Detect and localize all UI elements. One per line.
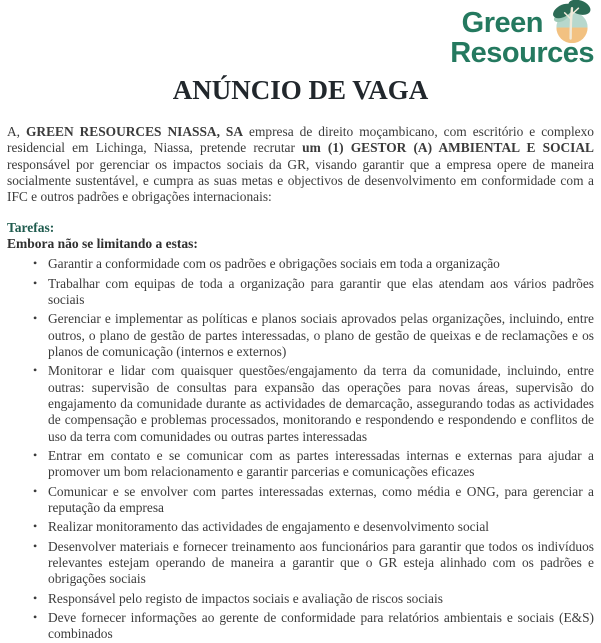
job-position: um (1) GESTOR (A) AMBIENTAL E SOCIAL bbox=[302, 140, 594, 156]
logo bbox=[7, 0, 594, 68]
task-item-8: • Desenvolver materiais e fornecer treinamento aos funcionários para garantir que todos os indivíduos relevantes estejam operando de maneira a garantir que o GR esteja alinhado com os padrões e obrigações sociais bbox=[48, 539, 594, 588]
task-item-10: • Deve fornecer informações ao gerente de conformidade para relatórios ambientais e sociais (E&S) combinados bbox=[48, 610, 594, 643]
intro-paragraph bbox=[7, 124, 594, 206]
logo-text-green: Green bbox=[461, 6, 543, 39]
task-item-3: • Gerenciar e implementar as políticas e planos sociais aprovados pelas organizações, incluindo, entre outros, o plano de gestão de partes interessadas, o plano de gestão de queixas e de reclamações e os planos de comunicação (internos e externos) bbox=[48, 311, 594, 360]
intro-text-1: A, bbox=[7, 123, 27, 139]
intro-text-3: responsável por gerenciar os impactos sociais da GR, visando garantir que a empresa opere de maneira socialmente sustentável, e cumpra as suas metas e objectivos de desenvolvimento em conformidade com a IFC e outros padrões e obrigações internacionais: bbox=[7, 156, 594, 205]
task-item-1: • Garantir a conformidade com os padrões e obrigações sociais em toda a organização bbox=[48, 256, 594, 272]
intro-text-2: empresa de direito moçambicano, com escritório e complexo residencial em Lichinga, Niassa, pretende recrutar bbox=[7, 123, 594, 156]
task-item-4: • Monitorar e lidar com quaisquer questões/engajamento da terra da comunidade, incluindo, entre outras: supervisão de consultas para expansão das operações para novas áreas, supervisão do engajamento da comunidade durante as actividades de demarcação, assegurando todas as actividades de compensação e problemas processados, monitorando e respondendo e respondendo e conflitos de uso da terra com comunidades ou outras partes interessadas bbox=[48, 363, 594, 445]
task-item-2: • Trabalhar com equipas de toda a organização para garantir que elas atendam aos vários padrões sociais bbox=[48, 276, 594, 309]
tasks-list bbox=[7, 256, 594, 643]
page-title: ANÚNCIO DE VAGA bbox=[172, 75, 429, 105]
task-item-7: • Realizar monitoramento das actividades de engajamento e desenvolvimento social bbox=[48, 519, 594, 535]
task-item-5: • Entrar em contato e se comunicar com as partes interessadas internas e externas para ajudar a promover um bom relacionamento e garantir parcerias e comunicações eficazes bbox=[48, 448, 594, 481]
logo-text-resources: Resources bbox=[450, 37, 594, 69]
tasks-heading: Tarefas: bbox=[7, 219, 55, 235]
company-name: GREEN RESOURCES NIASSA, SA bbox=[26, 123, 244, 139]
task-item-6: • Comunicar e se envolver com partes interessadas externas, como média e ONG, para gerenciar a reputação da empresa bbox=[48, 484, 594, 517]
tasks-subheading: Embora não se limitando a estas: bbox=[7, 235, 198, 251]
task-item-9: • Responsável pelo registo de impactos sociais e avaliação de riscos sociais bbox=[48, 591, 594, 607]
